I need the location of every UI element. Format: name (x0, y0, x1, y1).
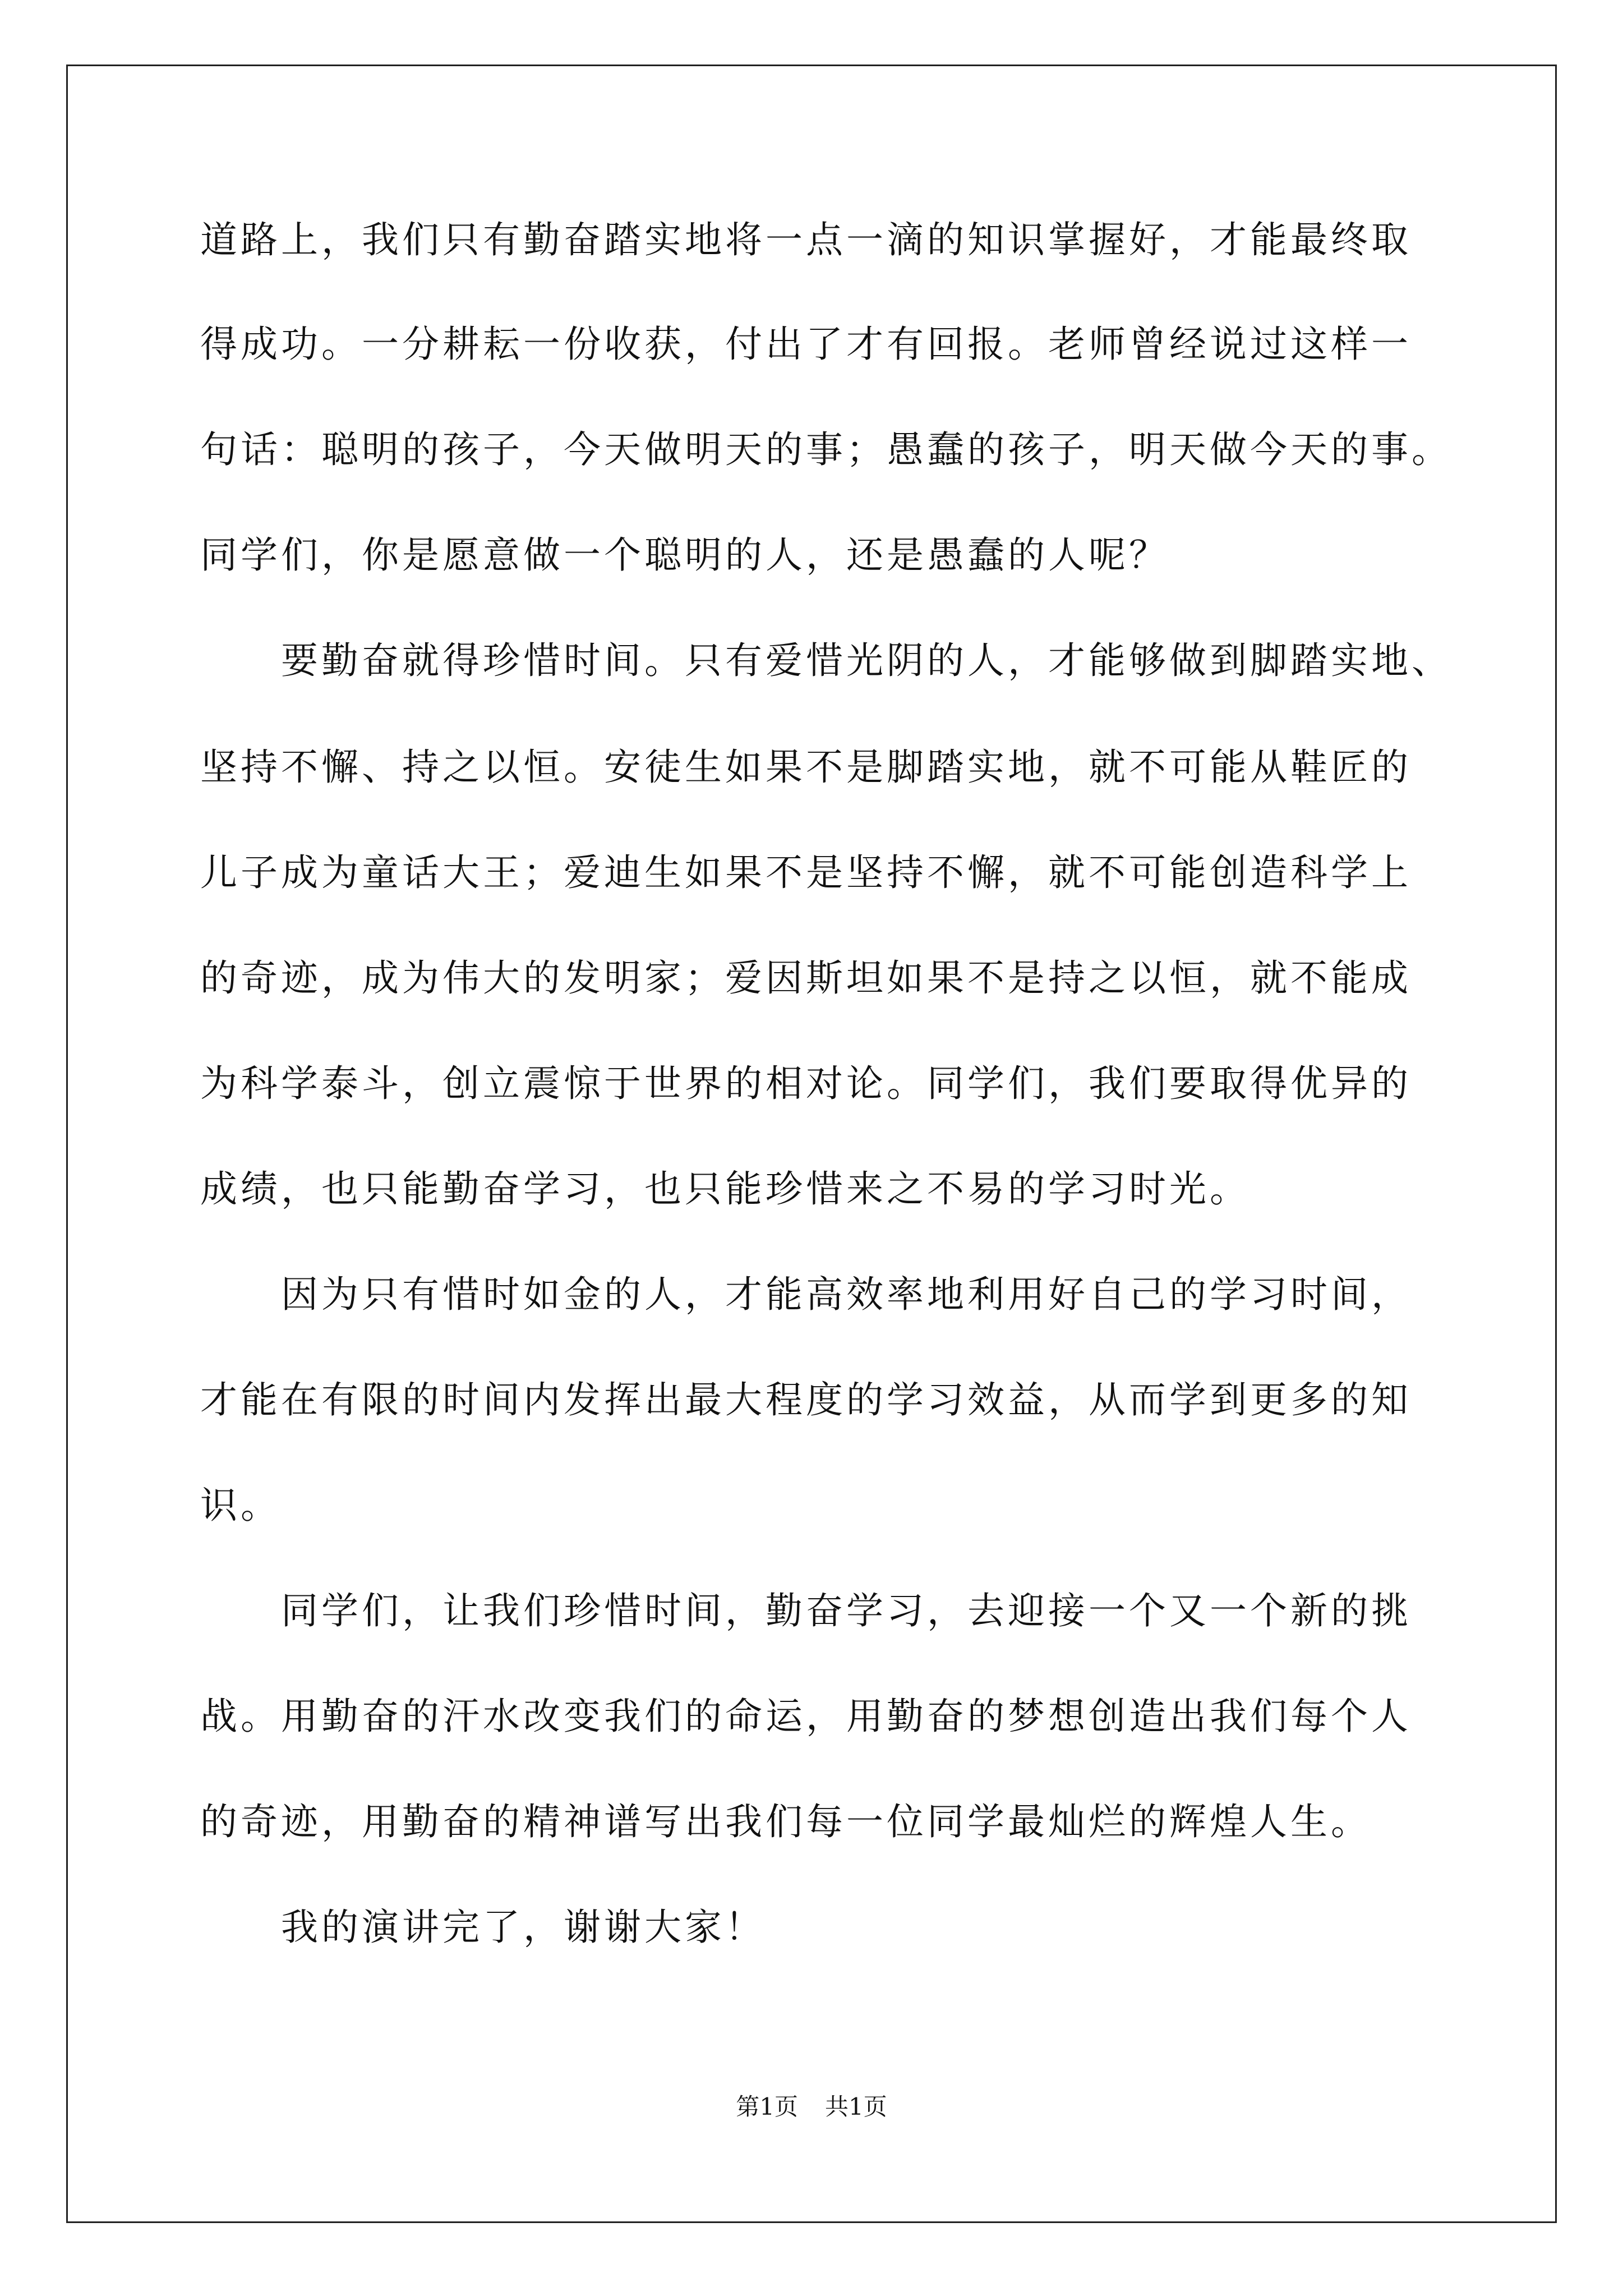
text-line: 为科学泰斗，创立震惊于世界的相对论。同学们，我们要取得优异的 (200, 1062, 1412, 1105)
text-line: 战。用勤奋的汗水改变我们的命运，用勤奋的梦想创造出我们每个人 (200, 1695, 1412, 1738)
text-line: 同学们，你是愿意做一个聪明的人，还是愚蠢的人呢？ (200, 533, 1169, 577)
paragraph-start-line: 同学们，让我们珍惜时间，勤奋学习，去迎接一个又一个新的挑 (200, 1589, 1412, 1632)
page-number-current: 第1页 (736, 2093, 798, 2120)
page-footer (0, 2090, 1623, 2124)
text-line: 句话：聪明的孩子，今天做明天的事；愚蠢的孩子，明天做今天的事。 (200, 428, 1452, 471)
text-line: 道路上，我们只有勤奋踏实地将一点一滴的知识掌握好，才能最终取 (200, 218, 1412, 261)
text-line: 识。 (200, 1484, 281, 1527)
paragraph-start-line: 因为只有惜时如金的人，才能高效率地利用好自己的学习时间， (200, 1273, 1412, 1316)
text-line: 的奇迹，用勤奋的精神谱写出我们每一位同学最灿烂的辉煌人生。 (200, 1800, 1371, 1843)
paragraph-start-line: 我的演讲完了，谢谢大家！ (200, 1906, 766, 1949)
text-line: 才能在有限的时间内发挥出最大程度的学习效益，从而学到更多的知 (200, 1378, 1412, 1421)
text-line: 成绩，也只能勤奋学习，也只能珍惜来之不易的学习时光。 (200, 1167, 1250, 1211)
page-border (66, 65, 1557, 2223)
text-line: 的奇迹，成为伟大的发明家；爱因斯坦如果不是持之以恒，就不能成 (200, 956, 1412, 1000)
text-line: 得成功。一分耕耘一份收获，付出了才有回报。老师曾经说过这样一 (200, 323, 1412, 366)
text-line: 儿子成为童话大王；爱迪生如果不是坚持不懈，就不可能创造科学上 (200, 851, 1412, 894)
page-number-total: 共1页 (825, 2093, 887, 2120)
text-line: 坚持不懈、持之以恒。安徒生如果不是脚踏实地，就不可能从鞋匠的 (200, 746, 1412, 789)
paragraph-start-line: 要勤奋就得珍惜时间。只有爱惜光阴的人，才能够做到脚踏实地、 (200, 639, 1452, 682)
